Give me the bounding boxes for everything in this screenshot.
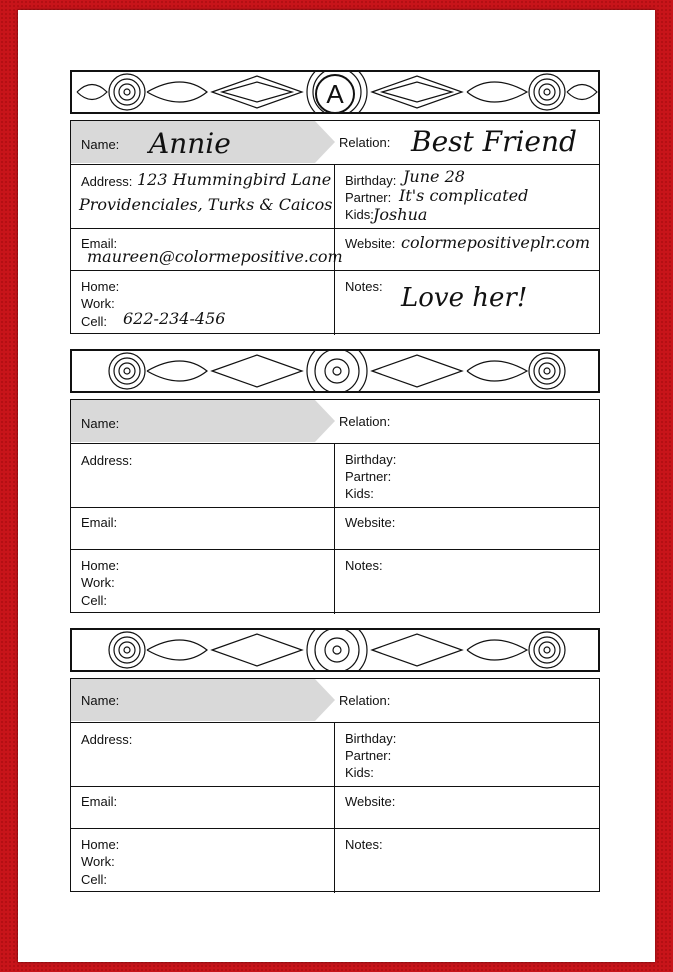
contact-card-2 (70, 399, 600, 613)
address-label: Address: (81, 174, 133, 189)
contact-page (18, 10, 655, 962)
mandala-banner (70, 349, 600, 393)
address-line1[interactable]: 123 Hummingbird Lane (137, 170, 332, 189)
email-field[interactable] (71, 787, 335, 828)
cell-value[interactable]: 622-234-456 (123, 309, 226, 328)
relation-label: Relation: (339, 135, 391, 150)
kids-label: Kids: (345, 765, 374, 780)
birthday-label: Birthday: (345, 173, 397, 188)
email-value[interactable]: maureen@colormepositive.com (87, 247, 343, 266)
notes-label: Notes: (345, 279, 383, 294)
address-line2[interactable]: Providenciales, Turks & Caicos (79, 195, 333, 214)
address-field[interactable] (71, 444, 335, 507)
website-field[interactable] (335, 508, 599, 549)
mandala-pattern-icon (72, 630, 600, 672)
notes-label: Notes: (345, 837, 383, 852)
relation-value[interactable]: Best Friend (411, 125, 577, 158)
birthday-label: Birthday: (345, 731, 397, 746)
birthday-value[interactable]: June 28 (403, 167, 465, 186)
website-label: Website: (345, 794, 396, 809)
kids-label: Kids: (345, 486, 374, 501)
contact-card-3 (70, 678, 600, 892)
work-label: Work: (81, 854, 115, 869)
notes-value[interactable]: Love her! (401, 283, 528, 313)
email-label: Email: (81, 515, 118, 530)
website-label: Website: (345, 236, 396, 251)
address-label: Address: (81, 453, 133, 468)
mandala-pattern-icon (72, 351, 600, 393)
kids-label: Kids: (345, 207, 374, 222)
notes-field[interactable] (335, 829, 599, 893)
contact-card-1 (70, 120, 600, 334)
name-label: Name: (81, 416, 120, 431)
birthday-label: Birthday: (345, 452, 397, 467)
kids-value[interactable]: Joshua (373, 205, 428, 224)
email-field[interactable] (71, 508, 335, 549)
website-field[interactable] (335, 787, 599, 828)
email-label: Email: (81, 794, 118, 809)
cell-label: Cell: (81, 872, 108, 887)
relation-label: Relation: (339, 693, 391, 708)
cell-label: Cell: (81, 314, 108, 329)
partner-label: Partner: (345, 190, 392, 205)
address-field[interactable] (71, 723, 335, 786)
name-label: Name: (81, 693, 120, 708)
work-label: Work: (81, 296, 115, 311)
mandala-banner (70, 70, 600, 114)
partner-value[interactable]: It's complicated (399, 186, 529, 205)
address-label: Address: (81, 732, 133, 747)
partner-label: Partner: (345, 748, 392, 763)
relation-label: Relation: (339, 414, 391, 429)
notes-label: Notes: (345, 558, 383, 573)
name-value[interactable]: Annie (149, 127, 231, 160)
partner-label: Partner: (345, 469, 392, 484)
mandala-banner (70, 628, 600, 672)
website-label: Website: (345, 515, 396, 530)
home-label: Home: (81, 279, 120, 294)
email-label: Email: (81, 236, 118, 251)
notes-field[interactable] (335, 550, 599, 614)
home-label: Home: (81, 837, 120, 852)
section-letter-badge: A (315, 74, 355, 114)
work-label: Work: (81, 575, 115, 590)
website-value[interactable]: colormepositiveplr.com (401, 233, 590, 252)
name-label: Name: (81, 137, 120, 152)
cell-label: Cell: (81, 593, 108, 608)
home-label: Home: (81, 558, 120, 573)
